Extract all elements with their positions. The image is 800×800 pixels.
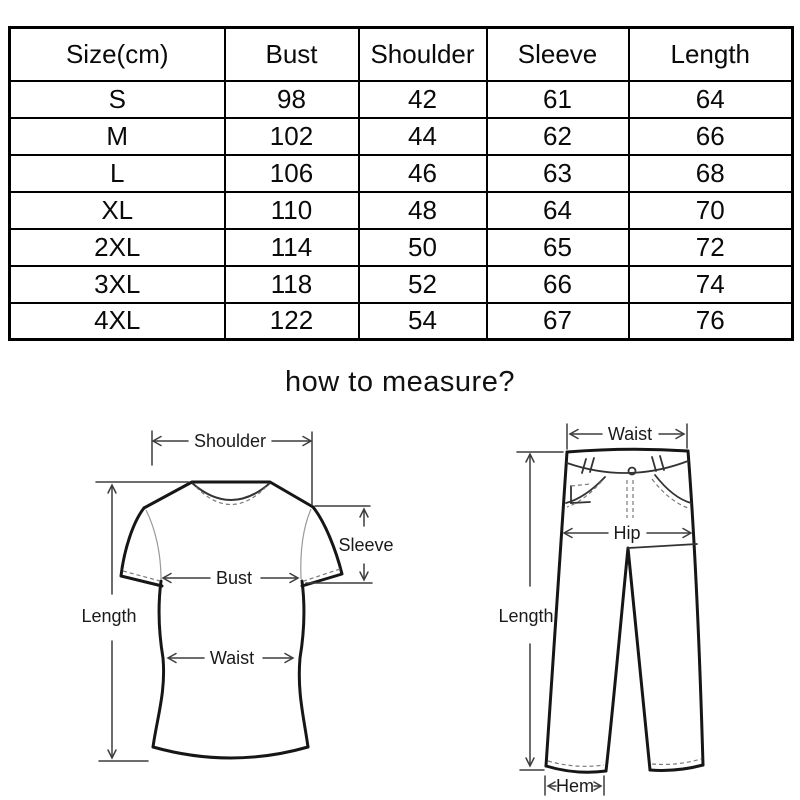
value-cell: 64 [487, 192, 629, 229]
value-cell: 110 [225, 192, 359, 229]
shirt-bust-label: Bust [215, 568, 253, 588]
value-cell: 72 [629, 229, 793, 266]
pants-labels [498, 424, 652, 796]
shirt-sleeve-label: Sleeve [338, 535, 394, 555]
tshirt-outline [121, 482, 342, 758]
size-label-cell: 4XL [10, 303, 225, 340]
size-label-cell: XL [10, 192, 225, 229]
value-cell: 66 [487, 266, 629, 303]
value-cell: 46 [359, 155, 487, 192]
size-label-cell: M [10, 118, 225, 155]
value-cell: 64 [629, 81, 793, 118]
tshirt-neckline [192, 483, 270, 500]
value-cell: 44 [359, 118, 487, 155]
header-size: Size(cm) [10, 28, 225, 81]
shirt-length-label: Length [81, 606, 137, 626]
value-cell: 62 [487, 118, 629, 155]
value-cell: 50 [359, 229, 487, 266]
value-cell: 98 [225, 81, 359, 118]
value-cell: 114 [225, 229, 359, 266]
value-cell: 76 [629, 303, 793, 340]
value-cell: 106 [225, 155, 359, 192]
value-cell: 66 [629, 118, 793, 155]
size-label-cell: 2XL [10, 229, 225, 266]
header-length: Length [629, 28, 793, 81]
value-cell: 67 [487, 303, 629, 340]
measure-title: how to measure? [285, 366, 515, 398]
value-cell: 61 [487, 81, 629, 118]
value-cell: 54 [359, 303, 487, 340]
value-cell: 102 [225, 118, 359, 155]
size-label-cell: 3XL [10, 266, 225, 303]
value-cell: 68 [629, 155, 793, 192]
tshirt-diagram [81, 431, 393, 761]
pants-diagram [498, 424, 703, 796]
tshirt-labels [81, 431, 393, 668]
value-cell: 122 [225, 303, 359, 340]
value-cell: 70 [629, 192, 793, 229]
value-cell: 52 [359, 266, 487, 303]
header-shoulder: Shoulder [359, 28, 487, 81]
size-label-cell: S [10, 81, 225, 118]
value-cell: 42 [359, 81, 487, 118]
header-bust: Bust [225, 28, 359, 81]
shirt-waist-label: Waist [209, 648, 255, 668]
value-cell: 118 [225, 266, 359, 303]
value-cell: 74 [629, 266, 793, 303]
value-cell: 65 [487, 229, 629, 266]
pants-length-label: Length [498, 606, 554, 626]
shirt-shoulder-label: Shoulder [193, 431, 267, 451]
size-label-cell: L [10, 155, 225, 192]
pants-hip-label: Hip [613, 523, 641, 543]
value-cell: 48 [359, 192, 487, 229]
header-sleeve: Sleeve [487, 28, 629, 81]
pants-waist-label: Waist [607, 424, 653, 444]
pants-hem-label: Hem [555, 776, 595, 796]
value-cell: 63 [487, 155, 629, 192]
